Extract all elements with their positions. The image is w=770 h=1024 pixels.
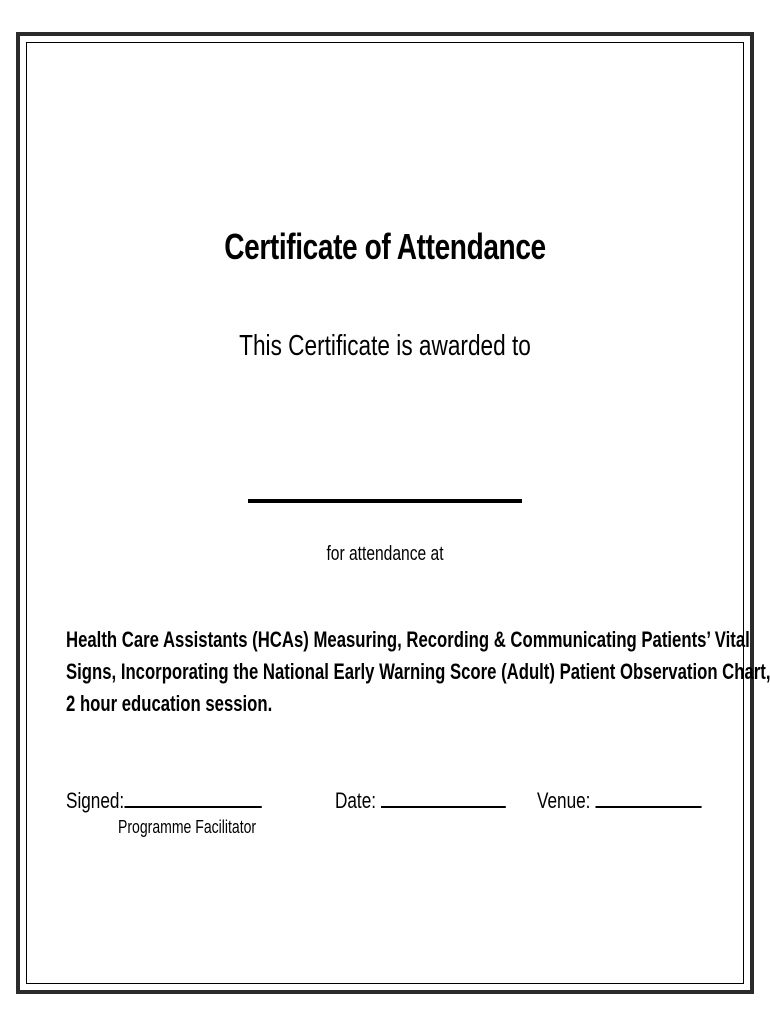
course-description [66, 624, 770, 720]
course-line: Health Care Assistants (HCAs) Measuring, Recording & Communicating Patients’ Vital [66, 627, 750, 652]
recipient-name-line [248, 499, 522, 503]
certificate-inner-border [26, 42, 770, 984]
course-line: Signs, Incorporating the National Early Warning Score (Adult) Patient Observation Chart, [66, 659, 770, 684]
date-field [335, 786, 506, 814]
venue-field [537, 786, 701, 814]
programme-facilitator-label: Programme Facilitator [118, 817, 257, 837]
certificate-border [16, 32, 770, 994]
date-blank-line [381, 786, 506, 808]
venue-label: Venue: [537, 788, 591, 813]
for-attendance-text: for attendance at [326, 543, 444, 565]
signed-blank-line [124, 786, 261, 808]
course-line: 2 hour education session. [66, 691, 273, 716]
date-label: Date: [335, 788, 377, 813]
signed-field [66, 786, 261, 814]
venue-blank-line [595, 786, 701, 808]
awarded-to-text: This Certificate is awarded to [239, 330, 531, 362]
signed-label: Signed: [66, 788, 125, 813]
certificate-title: Certificate of Attendance [224, 226, 546, 267]
